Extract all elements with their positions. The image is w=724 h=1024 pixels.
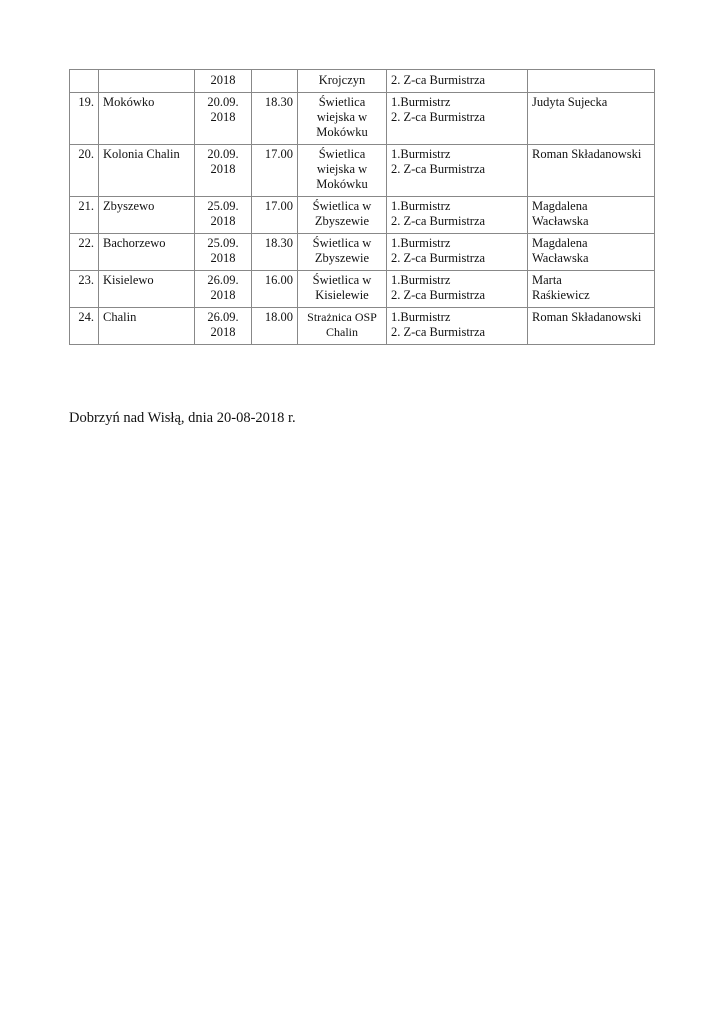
meeting-date: 20.09. 2018 — [195, 93, 252, 145]
attendees: 2. Z-ca Burmistrza — [387, 70, 528, 93]
row-number: 21. — [70, 197, 99, 234]
row-number: 24. — [70, 308, 99, 345]
meeting-time: 16.00 — [252, 271, 298, 308]
meeting-place: Krojczyn — [298, 70, 387, 93]
attendees: 1.Burmistrz 2. Z-ca Burmistrza — [387, 145, 528, 197]
table-row — [70, 197, 655, 234]
meeting-schedule-table — [69, 69, 655, 345]
village-name: Chalin — [99, 308, 195, 345]
village-name — [99, 70, 195, 93]
row-number — [70, 70, 99, 93]
attendees: 1.Burmistrz 2. Z-ca Burmistrza — [387, 197, 528, 234]
responsible-person: Judyta Sujecka — [528, 93, 655, 145]
meeting-time: 18.30 — [252, 234, 298, 271]
village-name: Zbyszewo — [99, 197, 195, 234]
meeting-date: 20.09. 2018 — [195, 145, 252, 197]
meeting-place: Świetlica w Kisielewie — [298, 271, 387, 308]
village-name: Kolonia Chalin — [99, 145, 195, 197]
row-number: 19. — [70, 93, 99, 145]
table-row — [70, 308, 655, 345]
responsible-person: Roman Składanowski — [528, 145, 655, 197]
row-number: 20. — [70, 145, 99, 197]
attendees: 1.Burmistrz 2. Z-ca Burmistrza — [387, 93, 528, 145]
meeting-date: 25.09. 2018 — [195, 197, 252, 234]
table-row — [70, 70, 655, 93]
village-name: Bachorzewo — [99, 234, 195, 271]
meeting-place: Świetlica w Zbyszewie — [298, 197, 387, 234]
meeting-place: Świetlica wiejska w Mokówku — [298, 145, 387, 197]
attendees: 1.Burmistrz 2. Z-ca Burmistrza — [387, 308, 528, 345]
row-number: 23. — [70, 271, 99, 308]
responsible-person: Magdalena Wacławska — [528, 234, 655, 271]
place-and-date: Dobrzyń nad Wisłą, dnia 20-08-2018 r. — [69, 410, 296, 426]
table-row — [70, 93, 655, 145]
meeting-time: 17.00 — [252, 145, 298, 197]
meeting-time: 18.00 — [252, 308, 298, 345]
meeting-time: 17.00 — [252, 197, 298, 234]
meeting-place: Świetlica w Zbyszewie — [298, 234, 387, 271]
responsible-person: Magdalena Wacławska — [528, 197, 655, 234]
meeting-date: 26.09. 2018 — [195, 271, 252, 308]
table-row — [70, 145, 655, 197]
table-row — [70, 271, 655, 308]
meeting-date: 2018 — [195, 70, 252, 93]
meeting-place: Strażnica OSP Chalin — [298, 308, 387, 345]
meeting-date: 25.09. 2018 — [195, 234, 252, 271]
attendees: 1.Burmistrz 2. Z-ca Burmistrza — [387, 271, 528, 308]
responsible-person: Roman Składanowski — [528, 308, 655, 345]
village-name: Mokówko — [99, 93, 195, 145]
village-name: Kisielewo — [99, 271, 195, 308]
meeting-time — [252, 70, 298, 93]
attendees: 1.Burmistrz 2. Z-ca Burmistrza — [387, 234, 528, 271]
responsible-person — [528, 70, 655, 93]
responsible-person: Marta Raśkiewicz — [528, 271, 655, 308]
meeting-time: 18.30 — [252, 93, 298, 145]
meeting-date: 26.09. 2018 — [195, 308, 252, 345]
row-number: 22. — [70, 234, 99, 271]
table-row — [70, 234, 655, 271]
meeting-place: Świetlica wiejska w Mokówku — [298, 93, 387, 145]
